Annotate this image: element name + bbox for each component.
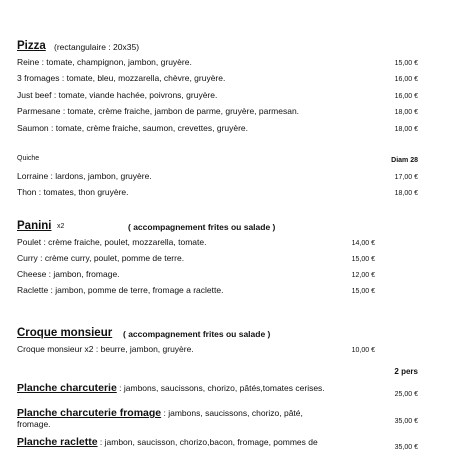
menu-item-price: 12,00 € [351, 272, 375, 279]
planche-item-desc: : jambon, saucisson, chorizo,bacon, fromage, pommes de [97, 437, 318, 447]
panini-title: Panini [17, 220, 52, 232]
menu-item-price: 15,00 € [351, 288, 375, 295]
planche-persons-label: 2 pers [394, 367, 418, 376]
menu-item-name: Croque monsieur x2 : beurre, jambon, gruyère. [17, 344, 194, 354]
menu-item-name: Reine : tomate, champignon, jambon, gruyère. [17, 57, 192, 67]
menu-item-name: Parmesane : tomate, crème fraiche, jambon de parme, gruyère, parmesan. [17, 106, 300, 116]
croque-title: Croque monsieur [17, 327, 113, 339]
planche-item [17, 383, 337, 394]
menu-item-name: Poulet : crème fraiche, poulet, mozzarella, tomate. [17, 237, 207, 247]
planche-item-title: Planche charcuterie [17, 382, 117, 394]
panini-accompaniment-note: ( accompagnement frites ou salade ) [128, 222, 276, 232]
menu-item-price: 10,00 € [351, 347, 375, 354]
menu-item-price: 17,00 € [394, 174, 418, 181]
menu-item-name: Lorraine : lardons, jambon, gruyère. [17, 171, 152, 181]
menu-item-price: 16,00 € [394, 76, 418, 83]
menu-item-price: 15,00 € [394, 60, 418, 67]
planche-item-title: Planche raclette [17, 436, 98, 448]
menu-item-price: 15,00 € [351, 256, 375, 263]
menu-item-price: 18,00 € [394, 126, 418, 133]
croque-accompaniment-note: ( accompagnement frites ou salade ) [123, 329, 271, 339]
menu-item-name: Cheese : jambon, fromage. [17, 269, 120, 279]
menu-item-name: Just beef : tomate, viande hachée, poivrons, gruyère. [17, 90, 218, 100]
quiche-size-label: Diam 28 [391, 157, 418, 164]
menu-item-name: Saumon : tomate, crème fraiche, saumon, crevettes, gruyère. [17, 123, 249, 133]
menu-item-price: 18,00 € [394, 190, 418, 197]
planche-item [17, 437, 347, 448]
planche-item-title: Planche charcuterie fromage [17, 407, 162, 419]
quiche-title: Quiche [17, 155, 40, 162]
menu-item-price: 35,00 € [394, 444, 418, 451]
panini-quantity: x2 [57, 223, 65, 230]
menu-item-price: 16,00 € [394, 93, 418, 100]
menu-item-price: 35,00 € [394, 418, 418, 425]
menu-item-name: Raclette : jambon, pomme de terre, fromage a raclette. [17, 285, 224, 295]
planche-item [17, 408, 337, 430]
menu-item-price: 25,00 € [394, 391, 418, 398]
menu-item-name: 3 fromages : tomate, bleu, mozzarella, chèvre, gruyère. [17, 73, 226, 83]
menu-item-price: 14,00 € [351, 240, 375, 247]
planche-item-desc: : jambons, saucissons, chorizo, pâtés,tomates cerises. [116, 383, 325, 393]
menu-item-price: 18,00 € [394, 109, 418, 116]
pizza-title: Pizza [17, 40, 46, 52]
menu-item-name: Curry : crème curry, poulet, pomme de terre. [17, 253, 185, 263]
pizza-size-note: (rectangulaire : 20x35) [54, 42, 140, 52]
planche-item-desc: : jambons, saucissons, chorizo, pâté, fromage. [17, 408, 303, 429]
menu-item-name: Thon : tomates, thon gruyère. [17, 187, 129, 197]
